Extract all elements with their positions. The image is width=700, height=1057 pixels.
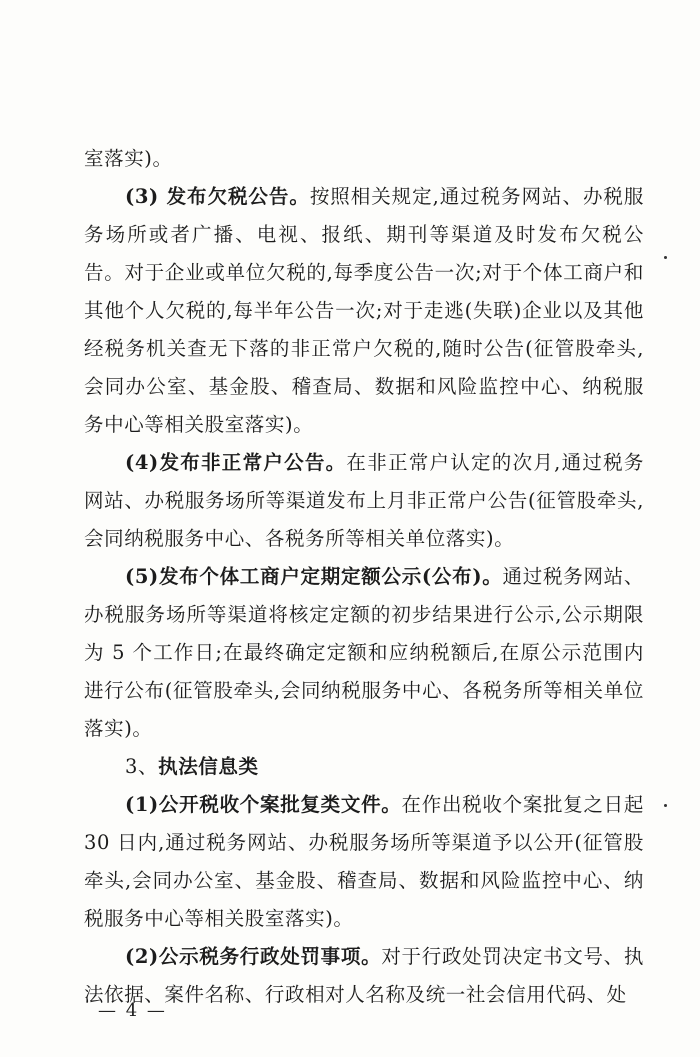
page-number: — 4 — [98,1000,167,1021]
section-number: 3、 [125,755,159,778]
paragraph-text: 室落实)。 [84,147,173,170]
paragraph-text: 对于行政处罚决定书文号、执法依据、案件名称、行政相对人名称及统一社会信用代码、处 [84,945,644,1006]
section-label: 执法信息类 [158,755,259,778]
paragraph-lead: (4)发布非正常户公告。 [125,451,347,474]
paragraph-text: 通过税务网站、办税服务场所等渠道将核定定额的初步结果进行公示,公示期限为 5 个工作日;在最终确定定额和应纳税额后,在原公示范围内进行公布(征管股牵头,会同纳税服务中心、各税务所等相关单位落实)。 [84,565,645,740]
paragraph-continuation [84,140,644,178]
scan-speck [664,804,667,807]
paragraph-text: 按照相关规定,通过税务网站、办税服务场所或者广播、电视、报纸、期刊等渠道及时发布欠税公告。对于企业或单位欠税的,每季度公告一次;对于个体工商户和其他个人欠税的,每半年公告一次;对于走逃(失联)企业以及其他经税务机关查无下落的非正常户欠税的,随时公告(征管股牵头,会同办公室、基金股、稽查局、数据和风险监控中心、纳税服务中心等相关股室落实)。 [84,185,644,436]
paragraph-lead: (1)公开税收个案批复类文件。 [125,793,402,816]
paragraph-lead: (5)发布个体工商户定期定额公示(公布)。 [125,565,503,588]
paragraph-item-3 [84,178,644,444]
paragraph-item-2 [84,938,644,1014]
paragraph-item-5 [84,558,644,748]
scan-speck [664,256,667,259]
paragraph-item-4 [84,444,644,558]
paragraph-text: 在非正常户认定的次月,通过税务网站、办税服务场所等渠道发布上月非正常户公告(征管股牵头,会同纳税服务中心、各税务所等相关单位落实)。 [84,451,644,550]
paragraph-lead: (2)公示税务行政处罚事项。 [125,945,382,968]
paragraph-text: 在作出税收个案批复之日起 30 日内,通过税务网站、办税服务场所等渠道予以公开(征管股牵头,会同办公室、基金股、稽查局、数据和风险监控中心、纳税服务中心等相关股室落实)。 [84,793,644,930]
paragraph-item-1 [84,786,644,938]
paragraph-lead: (3) 发布欠税公告。 [125,185,310,208]
section-heading [84,748,644,786]
document-body [84,140,644,1014]
